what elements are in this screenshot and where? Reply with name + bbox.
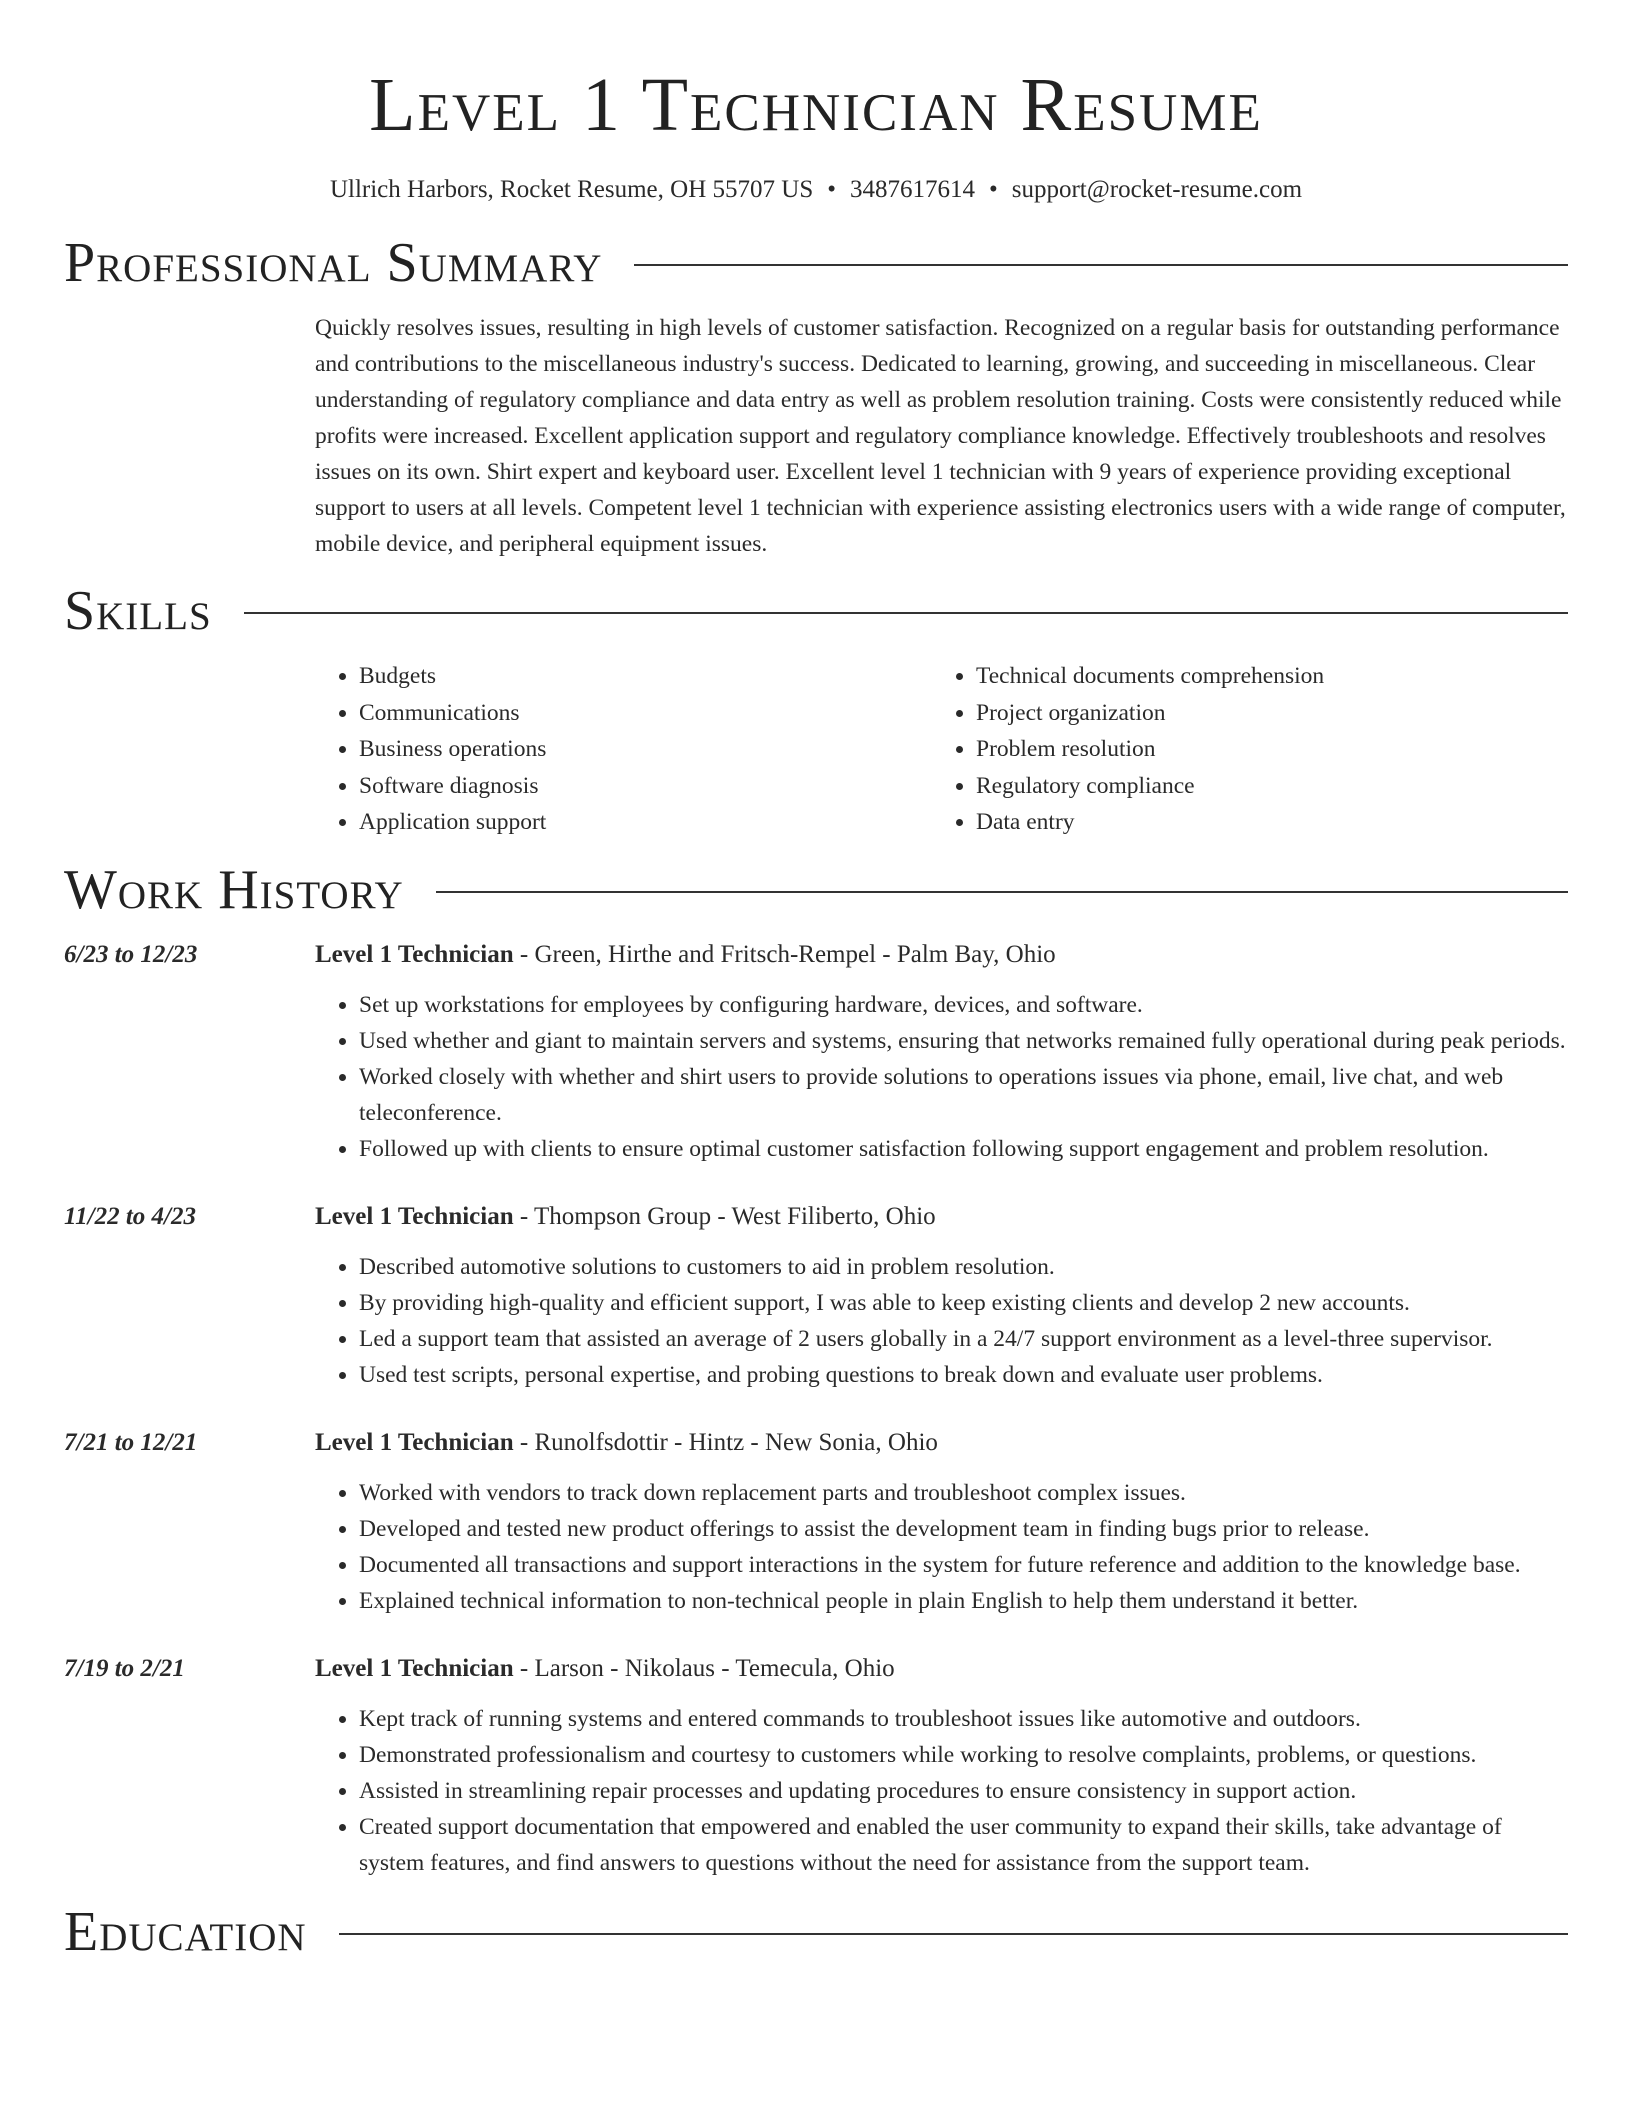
job-employer: - Larson - Nikolaus - Temecula, Ohio [513, 1654, 895, 1682]
work-section-header [64, 857, 1568, 923]
education-heading: Education [64, 1900, 307, 1963]
job-bullet: • Used test scripts, personal expertise, and probing questions to break down and evaluate user problems. [359, 1357, 1568, 1393]
skill-item: • Problem resolution [976, 731, 1549, 768]
skill-item: • Technical documents comprehension [976, 658, 1549, 695]
job-bullets [64, 1701, 1568, 1881]
job-bullets [64, 1475, 1568, 1619]
job-bullet: • Described automotive solutions to customers to aid in problem resolution. [359, 1249, 1568, 1285]
job-bullet: • Set up workstations for employees by configuring hardware, devices, and software. [359, 987, 1568, 1023]
job-bullet: • Kept track of running systems and entered commands to troubleshoot issues like automotive and outdoors. [359, 1701, 1568, 1737]
job-employer: - Green, Hirthe and Fritsch-Rempel - Palm Bay, Ohio [513, 940, 1056, 968]
contact-separator: • [827, 176, 836, 203]
job-dates: 11/22 to 4/23 [64, 1202, 196, 1230]
job-bullets [64, 1249, 1568, 1393]
job-title: Level 1 Technician [315, 1654, 514, 1682]
skill-item: • Budgets [359, 658, 932, 695]
summary-heading: Professional Summary [64, 232, 603, 294]
contact-email[interactable]: support@rocket-resume.com [1011, 176, 1303, 203]
summary-section-header [64, 230, 1568, 296]
job-header [64, 1201, 1568, 1233]
section-divider [436, 891, 1568, 893]
job-heading [315, 939, 1056, 971]
summary-text: Quickly resolves issues, resulting in high levels of customer satisfaction. Recognized on a regular basis for outstanding performance and contributions to the miscellaneous industry's success. Dedicated to learning, growing, and succeeding in miscellaneous. Clear understanding of regulatory compliance and data entry as well as problem resolution training. Costs were consistently reduced while profits were increased. Excellent application support and regulatory compliance knowledge. Effectively troubleshoots and resolves issues on its own. Shirt expert and keyboard user. Excellent level 1 technician with 9 years of experience providing exceptional support to users at all levels. Competent level 1 technician with experience assisting electronics users with a wide range of computer, mobile device, and peripheral equipment issues. [315, 315, 1566, 557]
job-bullet: • Led a support team that assisted an average of 2 users globally in a 24/7 support environment as a level-three supervisor. [359, 1321, 1568, 1357]
job-bullet: • Assisted in streamlining repair processes and updating procedures to ensure consistency in support action. [359, 1773, 1568, 1809]
contact-separator: • [988, 176, 998, 203]
contact-line [64, 174, 1568, 206]
job-header [64, 939, 1568, 971]
section-divider [244, 612, 1568, 614]
job-dates: 7/19 to 2/21 [64, 1654, 185, 1682]
skill-item: • Project organization [976, 695, 1549, 732]
skills-column-right [932, 658, 1549, 841]
skill-item: • Business operations [359, 731, 932, 768]
job-bullet: • Created support documentation that empowered and enabled the user community to expand their skills, take advantage of system features, and find answers to questions without the need for assistance from the support team. [359, 1809, 1568, 1881]
resume-page [64, 0, 1568, 1965]
education-section-header [64, 1899, 1568, 1965]
job-bullet: • By providing high-quality and efficient support, I was able to keep existing clients and develop 2 new accounts. [359, 1285, 1568, 1321]
job-heading [315, 1201, 936, 1233]
job-dates: 6/23 to 12/23 [64, 940, 198, 968]
section-divider [339, 1933, 1568, 1935]
resume-title: Level 1 Technician Resume [369, 63, 1263, 147]
skills-list [315, 658, 1568, 841]
skills-section-header [64, 578, 1568, 644]
job-bullet: • Explained technical information to non-technical people in plain English to help them understand it better. [359, 1583, 1568, 1619]
job-bullet: • Worked closely with whether and shirt users to provide solutions to operations issues via phone, email, live chat, and web teleconference. [359, 1059, 1568, 1131]
job-bullet: • Demonstrated professionalism and courtesy to customers while working to resolve complaints, problems, or questions. [359, 1737, 1568, 1773]
job-entry [64, 1427, 1568, 1619]
work-heading: Work History [64, 858, 404, 921]
job-bullet: • Followed up with clients to ensure optimal customer satisfaction following support engagement and problem resolution. [359, 1131, 1568, 1167]
job-employer: - Thompson Group - West Filiberto, Ohio [513, 1202, 936, 1230]
job-bullet: • Documented all transactions and support interactions in the system for future reference and addition to the knowledge base. [359, 1547, 1568, 1583]
job-header [64, 1427, 1568, 1459]
job-bullet: • Worked with vendors to track down replacement parts and troubleshoot complex issues. [359, 1475, 1568, 1511]
job-entry [64, 1653, 1568, 1881]
job-bullet: • Developed and tested new product offerings to assist the development team in finding bugs prior to release. [359, 1511, 1568, 1547]
skill-item: • Application support [359, 804, 932, 841]
skills-column-left [315, 658, 932, 841]
job-title: Level 1 Technician [315, 1428, 514, 1456]
job-heading [315, 1653, 895, 1685]
job-dates: 7/21 to 12/21 [64, 1428, 198, 1456]
job-heading [315, 1427, 938, 1459]
skill-item: • Data entry [976, 804, 1549, 841]
skill-item: • Communications [359, 695, 932, 732]
job-title: Level 1 Technician [315, 940, 514, 968]
job-bullets [64, 987, 1568, 1167]
skills-heading: Skills [64, 580, 212, 642]
contact-address: Ullrich Harbors, Rocket Resume, OH 55707 US [329, 176, 814, 203]
job-bullet: • Used whether and giant to maintain servers and systems, ensuring that networks remained fully operational during peak periods. [359, 1023, 1568, 1059]
skill-item: • Software diagnosis [359, 768, 932, 805]
job-title: Level 1 Technician [315, 1202, 514, 1230]
job-header [64, 1653, 1568, 1685]
job-entry [64, 939, 1568, 1167]
section-divider [634, 264, 1568, 266]
job-entry [64, 1201, 1568, 1393]
job-employer: - Runolfsdottir - Hintz - New Sonia, Ohio [513, 1428, 938, 1456]
skill-item: • Regulatory compliance [976, 768, 1549, 805]
contact-phone: 3487617614 [849, 176, 975, 203]
